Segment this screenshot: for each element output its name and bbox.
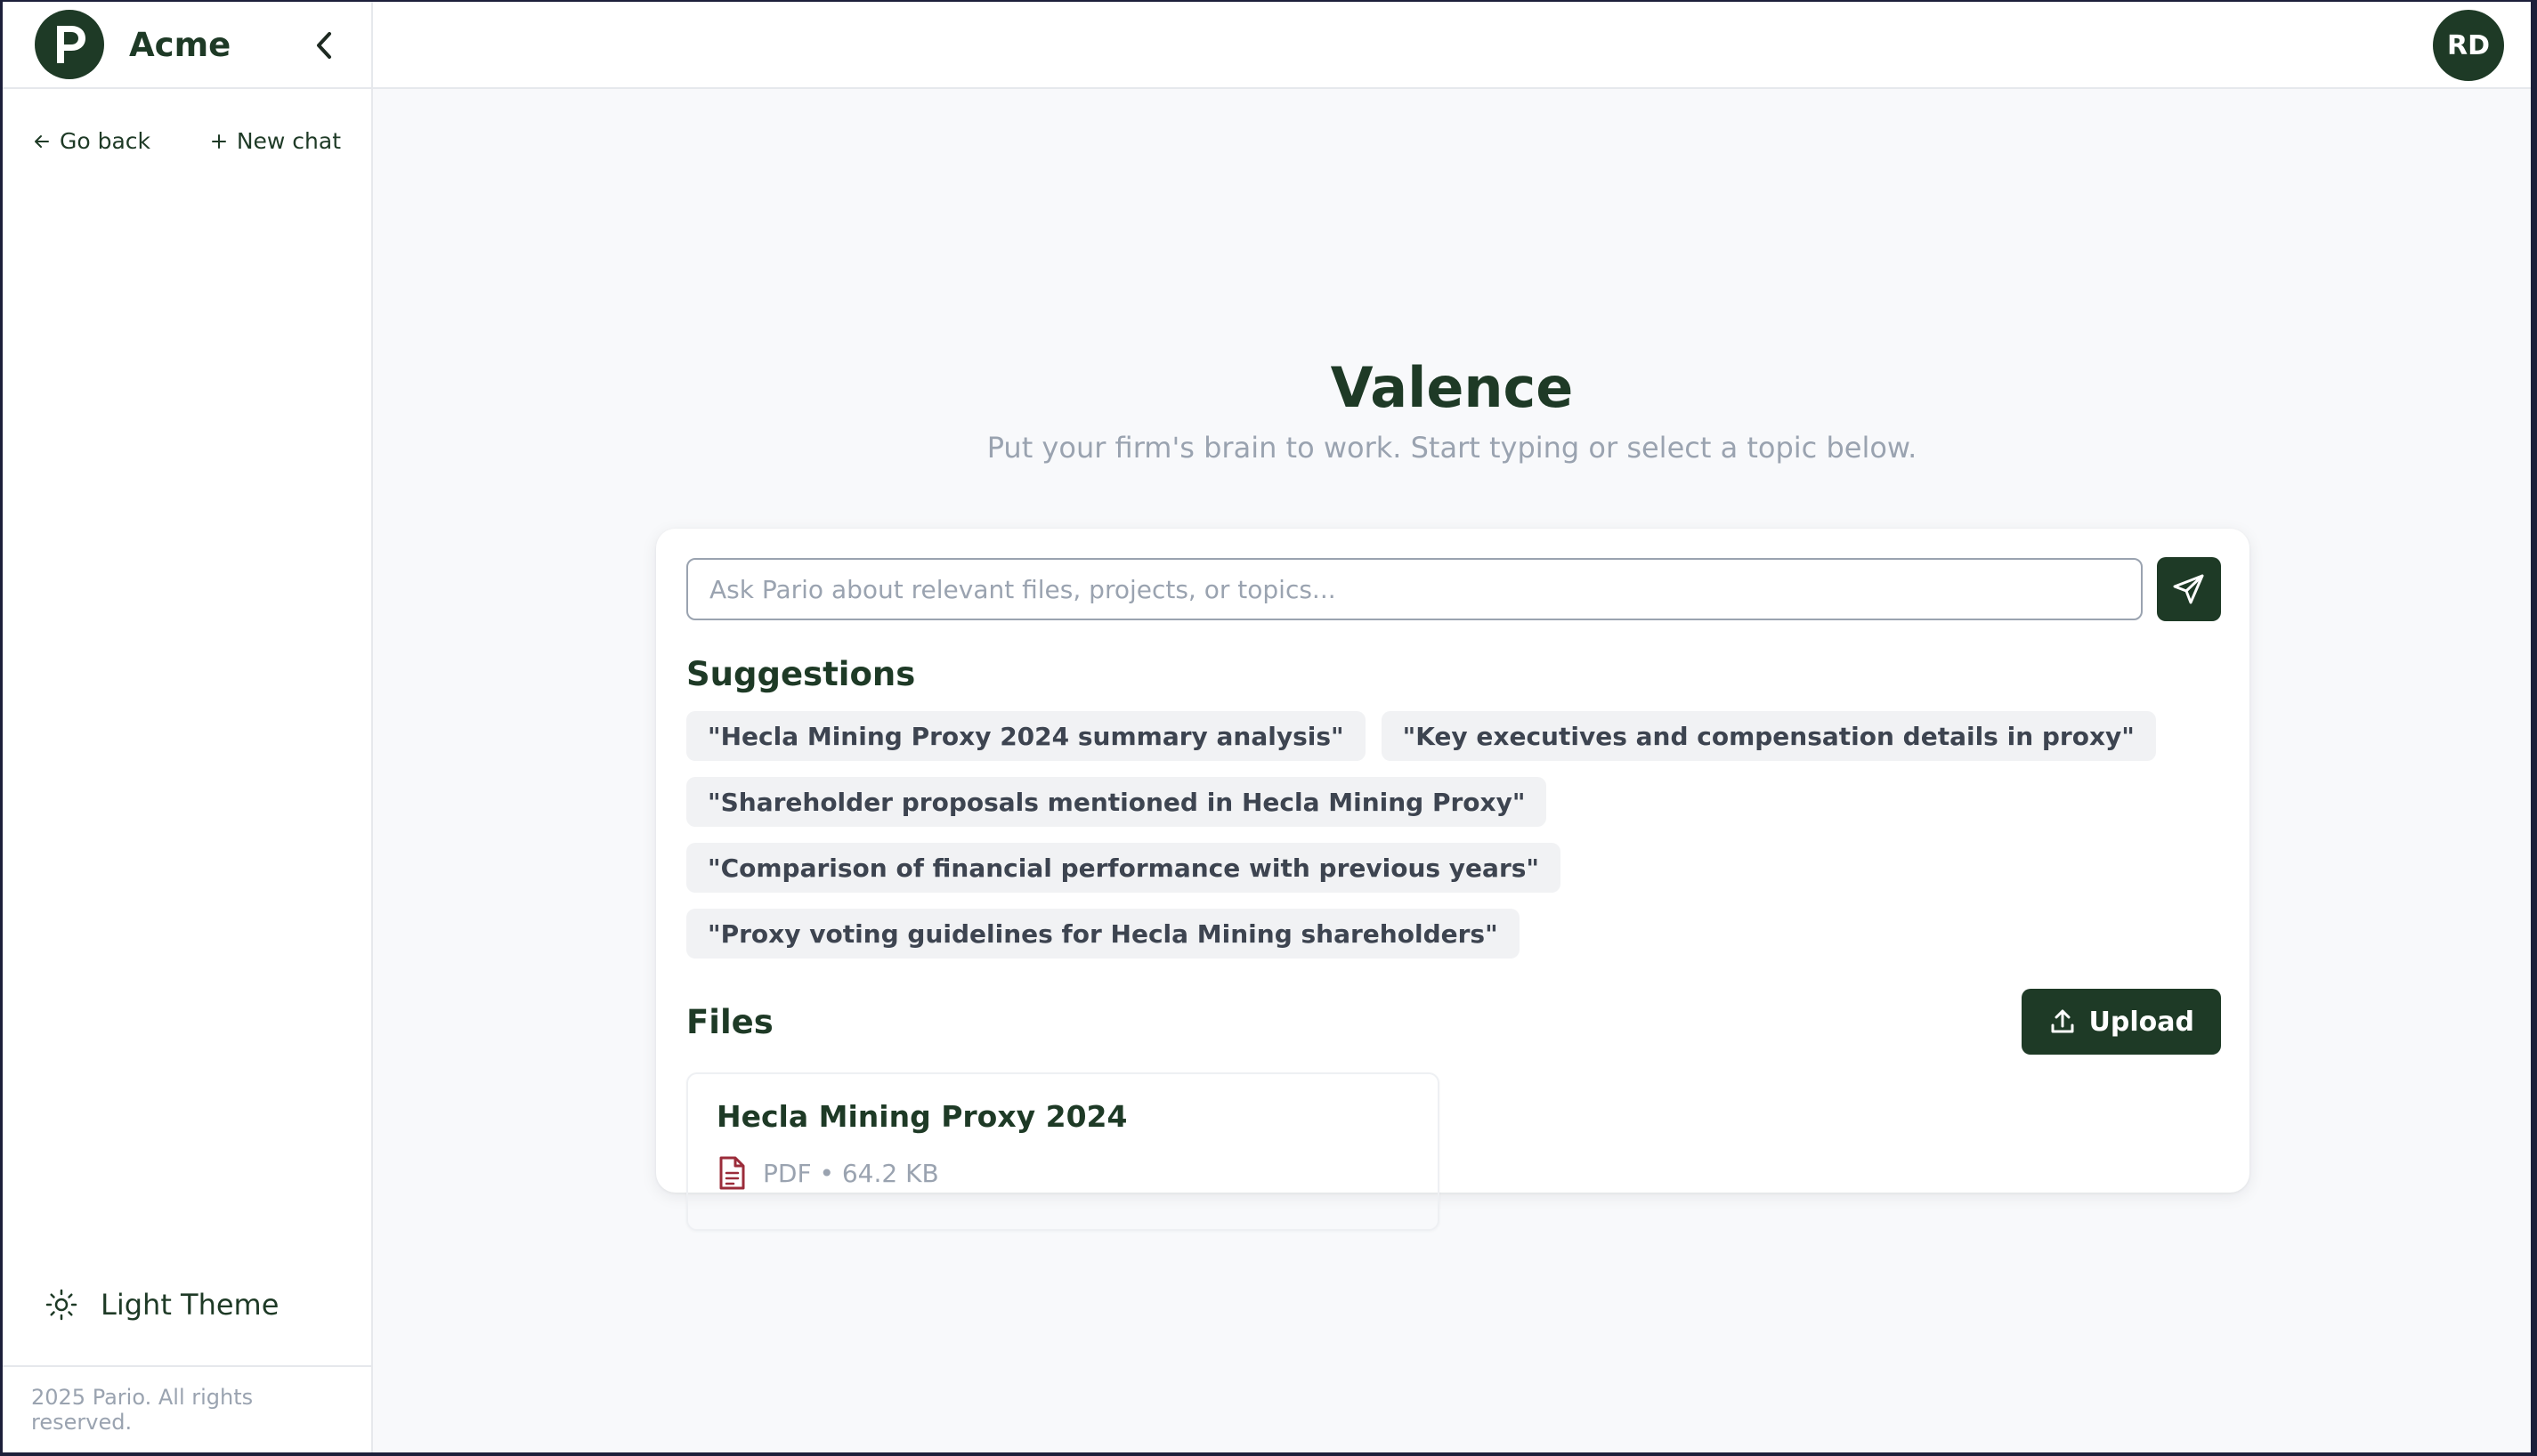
pario-logo[interactable] <box>35 10 104 79</box>
suggestion-chip[interactable]: "Proxy voting guidelines for Hecla Mining shareholders" <box>686 909 1520 959</box>
main-content <box>373 2 2531 1452</box>
sidebar-header <box>3 2 371 89</box>
theme-toggle[interactable] <box>3 1276 371 1333</box>
new-chat-label: New chat <box>236 128 341 154</box>
suggestion-chip[interactable]: "Comparison of financial performance with previous years" <box>686 843 1560 893</box>
sidebar <box>3 2 373 1452</box>
chevron-left-icon <box>314 31 334 60</box>
page-title: Valence <box>1330 355 1574 420</box>
collapse-sidebar-button[interactable] <box>307 28 341 62</box>
suggestions-title: Suggestions <box>686 655 916 693</box>
pdf-file-icon <box>717 1155 747 1191</box>
app-window <box>3 2 2531 1452</box>
upload-button[interactable] <box>2022 989 2221 1055</box>
files-title: Files <box>686 1002 774 1041</box>
send-button[interactable] <box>2157 557 2221 621</box>
file-meta-text: PDF • 64.2 KB <box>763 1158 939 1188</box>
sun-icon <box>45 1289 77 1321</box>
page-subtitle: Put your firm's brain to work. Start typing or select a topic below. <box>986 431 1917 465</box>
user-avatar[interactable]: RD <box>2433 10 2504 81</box>
file-meta <box>717 1155 1409 1191</box>
hero <box>373 352 2531 465</box>
pario-logo-icon <box>50 22 89 67</box>
sidebar-footer <box>3 1365 371 1452</box>
send-icon <box>2171 571 2207 607</box>
org-name: Acme <box>129 25 231 64</box>
suggestion-list <box>686 711 2235 959</box>
upload-icon <box>2048 1007 2077 1036</box>
suggestion-chip[interactable]: "Key executives and compensation details in proxy" <box>1382 711 2156 761</box>
chat-input-row <box>686 557 2221 621</box>
go-back-label: Go back <box>60 128 151 154</box>
file-card[interactable] <box>686 1072 1439 1231</box>
arrow-left-icon <box>33 133 51 150</box>
upload-label: Upload <box>2088 1006 2194 1038</box>
files-header <box>686 989 2221 1055</box>
suggestion-chip[interactable]: "Shareholder proposals mentioned in Hecla Mining Proxy" <box>686 777 1546 827</box>
theme-label: Light Theme <box>101 1288 280 1322</box>
go-back-link[interactable] <box>33 128 150 154</box>
new-chat-button[interactable] <box>210 128 341 154</box>
suggestion-chip[interactable]: "Hecla Mining Proxy 2024 summary analysis" <box>686 711 1366 761</box>
chat-card <box>656 529 2249 1193</box>
copyright-text: 2025 Pario. All rights reserved. <box>31 1385 254 1435</box>
top-bar <box>373 2 2531 89</box>
plus-icon <box>210 133 228 150</box>
file-name: Hecla Mining Proxy 2024 <box>717 1099 1128 1134</box>
sidebar-actions <box>3 128 371 154</box>
chat-input[interactable] <box>686 558 2143 620</box>
